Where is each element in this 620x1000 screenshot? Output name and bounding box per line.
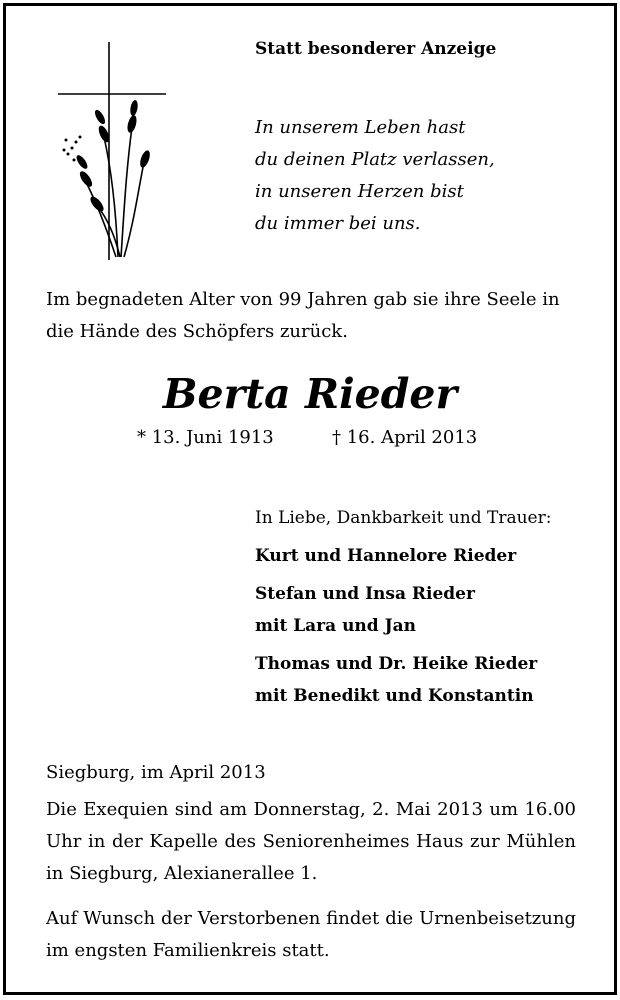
mourners [255,502,551,712]
death-date: † 16. April 2013 [332,427,478,448]
birth-date: * 13. Juni 1913 [137,427,274,448]
intro-text: Im begnadeten Alter von 99 Jahren gab sie ihre Seele in die Hände des Schöpfers zurück. [46,289,560,342]
poem-line: in unseren Herzen bist [255,181,464,202]
poem-line: du immer bei uns. [255,213,421,234]
mourning-intro: In Liebe, Dankbarkeit und Trauer: [255,508,552,528]
family-line: mit Lara und Jan [255,616,417,636]
cross-with-wheat-icon [46,42,171,262]
family-line: mit Benedikt und Konstantin [255,686,534,706]
poem-line: du deinen Platz verlassen, [255,149,495,170]
deceased-name: Berta Rieder [162,370,458,418]
family-line: Kurt und Hannelore Rieder [255,546,517,566]
poem-line: In unserem Leben hast [255,117,466,138]
place-date: Siegburg, im April 2013 [46,762,266,783]
burial-info: Auf Wunsch der Verstorbenen findet die Urnenbeisetzung im engsten Familienkreis statt. [46,908,576,961]
family-line: Thomas und Dr. Heike Rieder [255,654,538,674]
poem [255,112,495,240]
notice-header: Statt besonderer Anzeige [255,39,497,59]
family-line: Stefan und Insa Rieder [255,584,475,604]
service-info: Die Exequien sind am Donnerstag, 2. Mai 2013 um 16.00 Uhr in der Kapelle des Seniorenheimes Haus zur Mühlen in Siegburg, Alexianerallee 1. [46,799,576,884]
